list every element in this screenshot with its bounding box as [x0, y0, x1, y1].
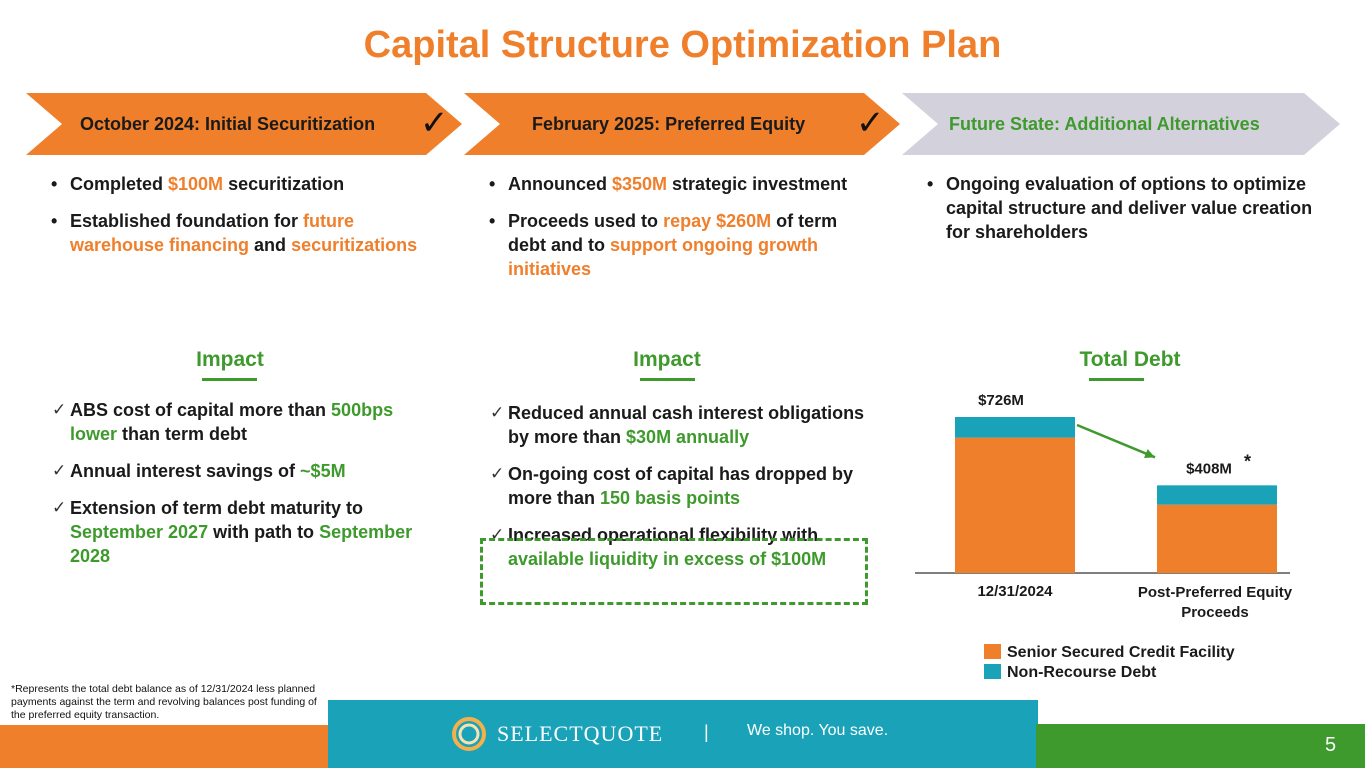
list-item: ✓ ABS cost of capital more than 500bps lower than term debt: [52, 400, 394, 444]
bar-segment: [955, 438, 1075, 573]
total-label: $726M: [978, 392, 1024, 409]
check-icon: ✓: [856, 104, 885, 142]
logo-icon: [451, 716, 487, 752]
footnote: *Represents the total debt balance as of 12/31/2024 less planned payments against the term and revolving balances post funding of the preferred equity transaction.: [11, 683, 317, 721]
list-item: • Established foundation for future warehouse financing and securitizations: [51, 211, 418, 255]
list-item: ✓ Reduced annual cash interest obligations by more than $30M annually: [490, 403, 865, 447]
trend-arrow: [1077, 425, 1155, 457]
check-icon: ✓: [420, 104, 449, 142]
legend-swatch: [984, 644, 1001, 659]
highlight-box: [480, 538, 868, 605]
impact-heading-2: Impact: [633, 348, 701, 371]
footer-band-green: [1036, 724, 1365, 768]
bar-segment: [1157, 505, 1277, 573]
list-item: ✓ On-going cost of capital has dropped by more than 150 basis points: [490, 464, 854, 508]
total-debt-chart: [900, 385, 1300, 585]
heading-underline: [202, 378, 257, 381]
impact-list-1: [52, 398, 422, 581]
phase2-bullets: [489, 172, 854, 294]
list-item: • Proceeds used to repay $260M of term debt and to support ongoing growth initiatives: [489, 211, 838, 279]
bar-segment: [955, 417, 1075, 438]
heading-underline: [1089, 378, 1144, 381]
x-tick-label: 12/31/2024: [977, 583, 1053, 600]
footer-band-orange: [0, 725, 330, 768]
phase3-bullets: [927, 172, 1327, 257]
check-icon: ✓: [490, 525, 505, 544]
legend-swatch: [984, 664, 1001, 679]
list-item: ✓ Extension of term debt maturity to September 2027 with path to September 2028: [52, 498, 413, 566]
check-icon: ✓: [52, 461, 67, 480]
footer-band-teal: [328, 700, 1038, 768]
bar-segment: [1157, 485, 1277, 504]
list-item: • Announced $350M strategic investment: [489, 174, 848, 194]
impact-heading-1: Impact: [196, 348, 264, 371]
chart-title: Total Debt: [1079, 348, 1181, 371]
list-item: ✓ Increased operational flexibility with available liquidity in excess of $100M: [490, 525, 827, 569]
logo-text: SELECTQUOTE: [497, 721, 664, 746]
check-icon: ✓: [52, 400, 67, 419]
legend-item: Non-Recourse Debt: [984, 664, 1156, 682]
list-item: ✓ Annual interest savings of ~$5M: [52, 461, 346, 481]
x-tick-label: Post-Preferred Equity Proceeds: [1137, 584, 1293, 621]
check-icon: ✓: [490, 403, 505, 422]
footer-separator: |: [704, 722, 709, 742]
legend-item: Senior Secured Credit Facility: [984, 644, 1235, 662]
phase-label-2: February 2025: Preferred Equity: [532, 114, 806, 134]
list-item: • Completed $100M securitization: [51, 174, 345, 194]
page-title: Capital Structure Optimization Plan: [363, 24, 1002, 66]
check-icon: ✓: [52, 498, 67, 517]
page-number: 5: [1325, 734, 1337, 756]
phase-label-3: Future State: Additional Alternatives: [949, 114, 1260, 134]
check-icon: ✓: [490, 464, 505, 483]
heading-underline: [640, 378, 695, 381]
phase1-bullets: [51, 172, 421, 270]
total-label: $408M: [1186, 460, 1232, 478]
tagline: We shop. You save.: [747, 722, 889, 739]
phase-label-1: October 2024: Initial Securitization: [80, 114, 376, 134]
asterisk-mark: *: [1244, 451, 1252, 472]
list-item: • Ongoing evaluation of options to optimize capital structure and deliver value creation for shareholders: [927, 174, 1313, 242]
